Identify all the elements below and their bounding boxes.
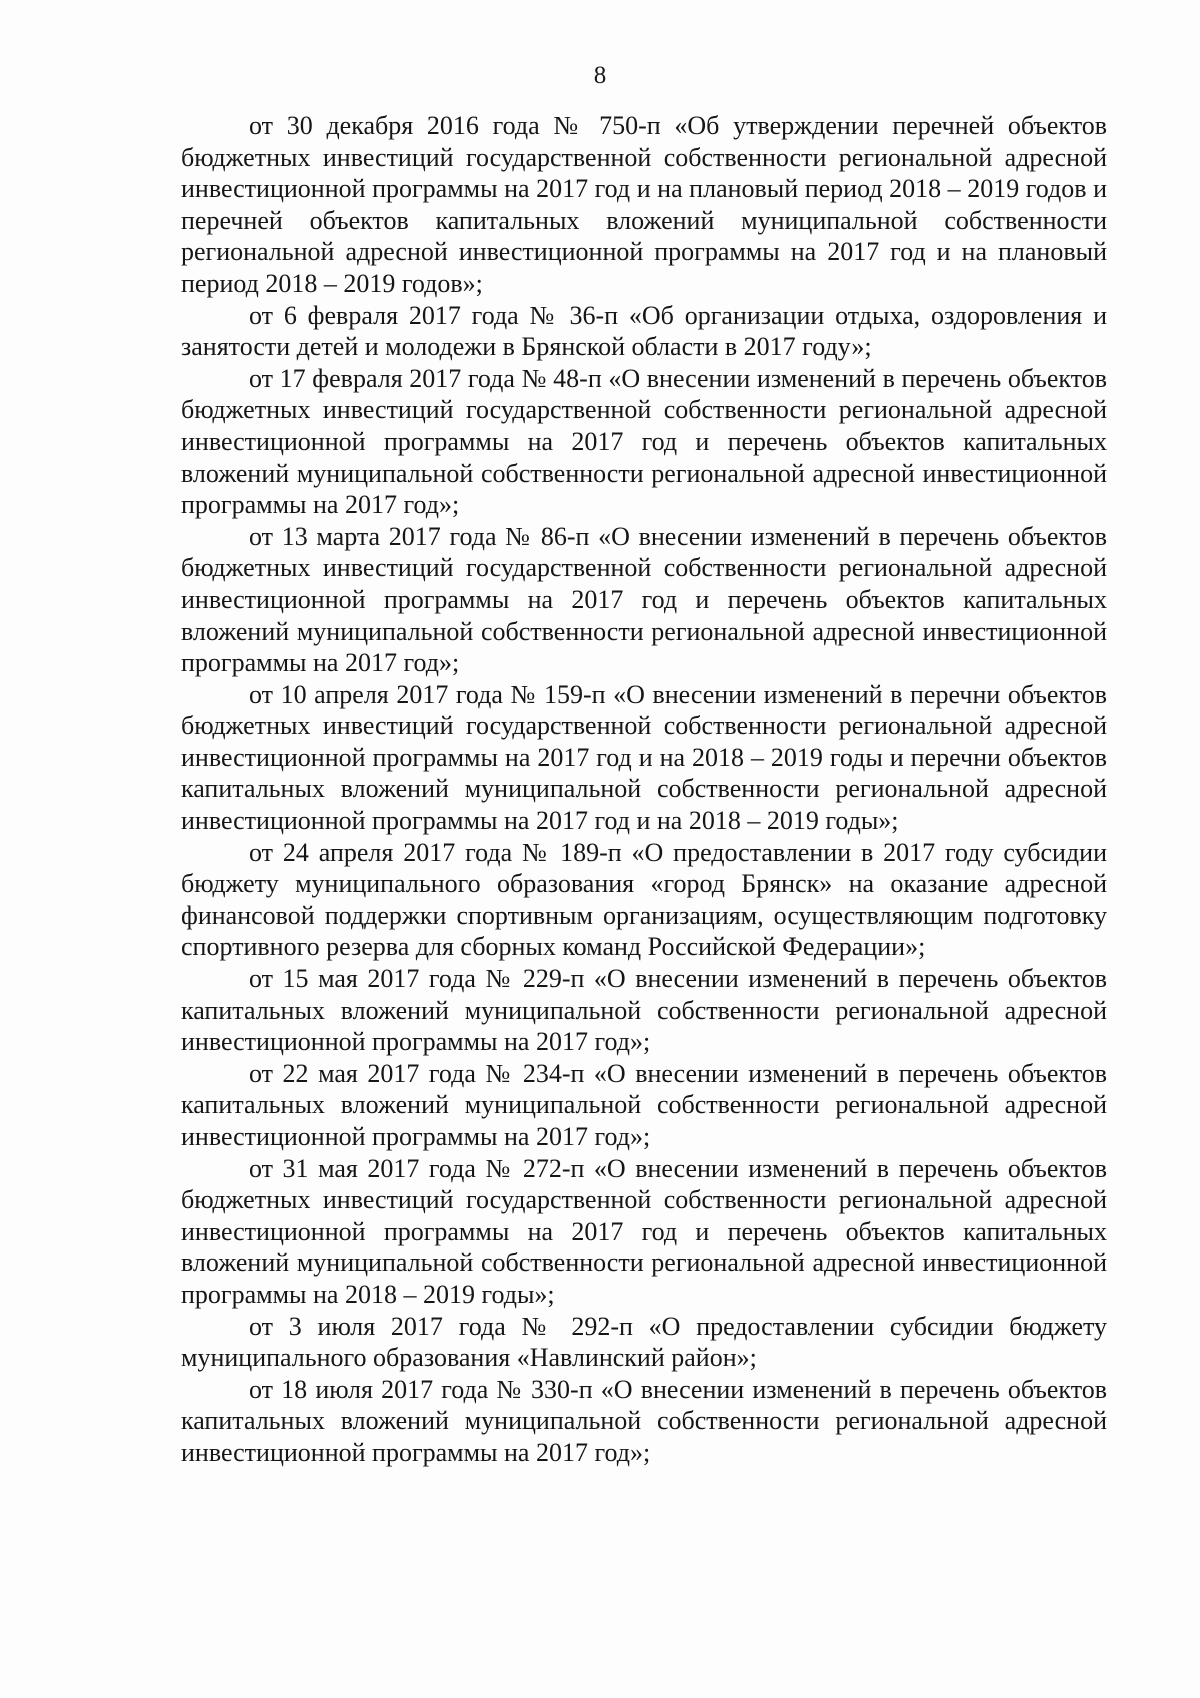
paragraph-decree-48: от 17 февраля 2017 года № 48-п «О внесении изменений в перечень объектов бюджетных инвестиций государственной собственности региональной адресной инвестиционной программы на 2017 год и перечень объектов капитальных вложений муниципальной собственности региональной адресной инвестиционной программы на 2017 год»; [181,363,1107,520]
paragraph-decree-189: от 24 апреля 2017 года № 189-п «О предоставлении в 2017 году субсидии бюджету муниципального образования «город Брянск» на оказание адресной финансовой поддержки спортивным организациям, осуществляющим подготовку спортивного резерва для сборных команд Российской Федерации»; [181,837,1107,962]
paragraph-decree-272: от 31 мая 2017 года № 272-п «О внесении изменений в перечень объектов бюджетных инвестиций государственной собственности региональной адресной инвестиционной программы на 2017 год и перечень объектов капитальных вложений муниципальной собственности региональной адресной инвестиционной программы на 2018 – 2019 годы»; [181,1153,1107,1309]
paragraph-decree-86: от 13 марта 2017 года № 86-п «О внесении изменений в перечень объектов бюджетных инвестиций государственной собственности региональной адресной инвестиционной программы на 2017 год и перечень объектов капитальных вложений муниципальной собственности региональной адресной инвестиционной программы на 2017 год»; [181,521,1107,678]
paragraph-decree-159: от 10 апреля 2017 года № 159-п «О внесении изменений в перечни объектов бюджетных инвестиций государственной собственности региональной адресной инвестиционной программы на 2017 год и на 2018 – 2019 годы и перечни объектов капитальных вложений муниципальной собственности региональной адресной инвестиционной программы на 2017 год и на 2018 – 2019 годы»; [181,679,1107,836]
paragraph-decree-234: от 22 мая 2017 года № 234-п «О внесении изменений в перечень объектов капитальных вложений муниципальной собственности региональной адресной инвестиционной программы на 2017 год»; [181,1058,1107,1151]
paragraph-decree-750: от 30 декабря 2016 года № 750-п «Об утверждении перечней объектов бюджетных инвестиций государственной собственности региональной адресной инвестиционной программы на 2017 год и на плановый период 2018 – 2019 годов и перечней объектов капитальных вложений муниципальной собственности региональной адресной инвестиционной программы на 2017 год и на плановый период 2018 – 2019 годов»; [181,111,1107,298]
document-body [181,110,1107,1469]
paragraph-decree-330: от 18 июля 2017 года № 330-п «О внесении изменений в перечень объектов капитальных вложений муниципальной собственности региональной адресной инвестиционной программы на 2017 год»; [181,1374,1107,1467]
page-number: 8 [593,62,607,89]
paragraph-decree-229: от 15 мая 2017 года № 229-п «О внесении изменений в перечень объектов капитальных вложений муниципальной собственности региональной адресной инвестиционной программы на 2017 год»; [181,964,1107,1057]
paragraph-decree-36: от 6 февраля 2017 года № 36-п «Об организации отдыха, оздоровления и занятости детей и молодежи в Брянской области в 2017 году»; [181,300,1107,362]
paragraph-decree-292: от 3 июля 2017 года № 292-п «О предоставлении субсидии бюджету муниципального образования «Навлинский район»; [181,1311,1107,1373]
